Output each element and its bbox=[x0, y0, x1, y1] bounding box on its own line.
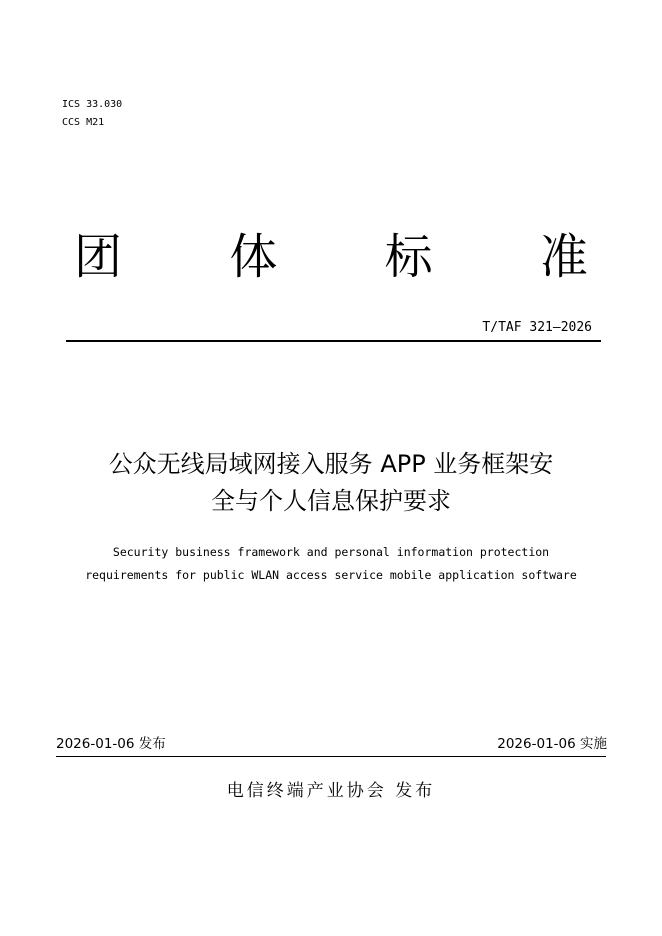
title-char-1: 团 bbox=[73, 229, 122, 285]
publisher: 电信终端产业协会 发布 bbox=[226, 781, 436, 801]
standard-type-title bbox=[66, 225, 596, 289]
implement-date: 2026-01-06 实施 bbox=[497, 736, 607, 752]
ccs-code: CCS M21 bbox=[62, 117, 105, 128]
title-char-2: 体 bbox=[229, 229, 278, 285]
english-title-line-1: Security business framework and personal information protection bbox=[112, 545, 550, 559]
ics-code: ICS 33.030 bbox=[62, 99, 123, 110]
english-title-line-2: requirements for public WLAN access service mobile application software bbox=[85, 568, 577, 582]
chinese-title-line-2: 全与个人信息保护要求 bbox=[211, 487, 451, 515]
title-char-4: 准 bbox=[539, 229, 588, 285]
chinese-title-line-1: 公众无线局域网接入服务 APP 业务框架安 bbox=[108, 450, 554, 478]
standard-number: T/TAF 321—2026 bbox=[482, 320, 592, 335]
footer-divider bbox=[56, 756, 606, 757]
header-divider bbox=[66, 340, 601, 342]
title-char-3: 标 bbox=[384, 229, 433, 285]
publish-date: 2026-01-06 发布 bbox=[56, 736, 166, 752]
